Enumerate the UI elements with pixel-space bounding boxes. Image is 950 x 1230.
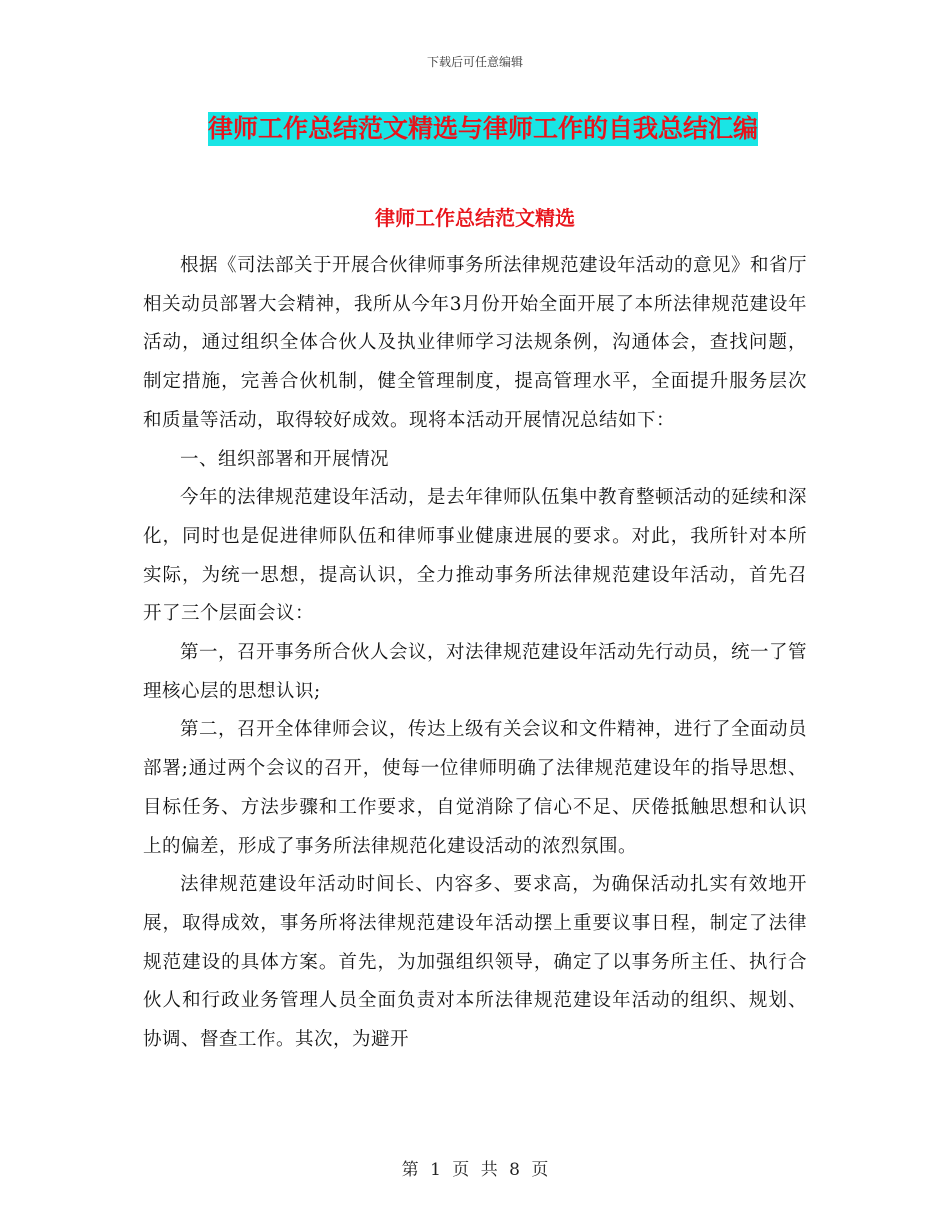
section-title: 律师工作总结范文精选 [375, 206, 575, 230]
paragraph: 今年的法律规范建设年活动，是去年律师队伍集中教育整顿活动的延续和深化，同时也是促进律师队伍和律师事业健康进展的要求。对此，我所针对本所实际，为统一思想，提高认识，全力推动事务所法律规范建设年活动，首先召开了三个层面会议： [143, 487, 808, 625]
document-title: 律师工作总结范文精选与律师工作的自我总结汇编 [208, 112, 758, 146]
document-body [143, 247, 807, 1060]
paragraph: 法律规范建设年活动时间长、内容多、要求高，为确保活动扎实有效地开展，取得成效，事务所将法律规范建设年活动摆上重要议事日程，制定了法律规范建设的具体方案。首先，为加强组织领导，确定了以事务所主任、执行合伙人和行政业务管理人员全面负责对本所法律规范建设年活动的组织、规划、协调、督查工作。其次，为避开 [143, 874, 807, 1051]
paragraph: 根据《司法部关于开展合伙律师事务所法律规范建设年活动的意见》和省厅相关动员部署大会精神，我所从今年3月份开始全面开展了本所法律规范建设年活动，通过组织全体合伙人及执业律师学习法规条例，沟通体会，查找问题，制定措施，完善合伙机制，健全管理制度，提高管理水平，全面提升服务层次和质量等活动，取得较好成效。现将本活动开展情况总结如下： [143, 255, 808, 431]
header-note: 下载后可任意编辑 [426, 55, 523, 69]
page-footer: 第 1 页 共 8 页 [401, 1160, 549, 1180]
paragraph: 第二，召开全体律师会议，传达上级有关会议和文件精神，进行了全面动员部署;通过两个会议的召开，使每一位律师明确了法律规范建设年的指导思想、目标任务、方法步骤和工作要求，自觉消除了信心不足、厌倦抵触思想和认识上的偏差，形成了事务所法律规范化建设活动的浓烈氛围。 [143, 719, 808, 857]
paragraph: 第一，召开事务所合伙人会议，对法律规范建设年活动先行动员，统一了管理核心层的思想认识; [143, 642, 808, 702]
paragraph: 一、组织部署和开展情况 [180, 448, 390, 470]
